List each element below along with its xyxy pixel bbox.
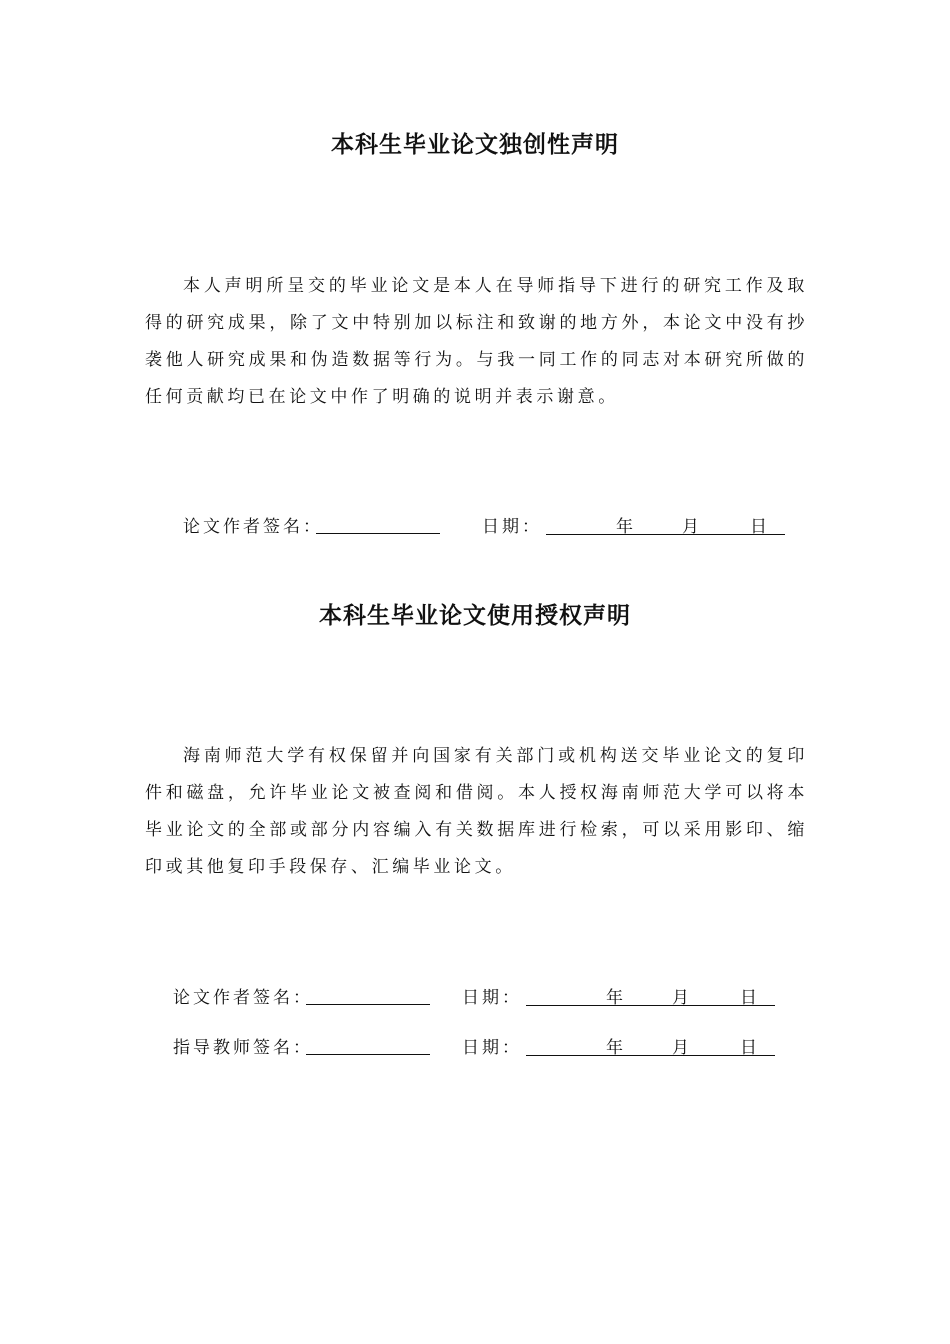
originality-declaration-title: 本科生毕业论文独创性声明 bbox=[331, 132, 619, 158]
date-field[interactable] bbox=[526, 1033, 775, 1056]
author-signature-row bbox=[0, 983, 950, 1007]
month-label: 月 bbox=[682, 517, 702, 537]
author-signature-line[interactable] bbox=[316, 533, 440, 534]
year-label: 年 bbox=[606, 988, 626, 1008]
date-field[interactable] bbox=[526, 983, 775, 1006]
day-label: 日 bbox=[750, 517, 770, 537]
month-label: 月 bbox=[672, 1038, 692, 1058]
date-field[interactable] bbox=[546, 512, 785, 535]
advisor-signature-line[interactable] bbox=[306, 1054, 430, 1055]
day-label: 日 bbox=[740, 988, 760, 1008]
originality-signature-row bbox=[0, 512, 950, 536]
date-label: 日期： bbox=[482, 517, 542, 537]
author-signature-label: 论文作者签名： bbox=[183, 517, 323, 537]
month-label: 月 bbox=[672, 988, 692, 1008]
authorization-declaration-title: 本科生毕业论文使用授权声明 bbox=[319, 603, 631, 629]
day-label: 日 bbox=[740, 1038, 760, 1058]
originality-declaration-body: 本人声明所呈交的毕业论文是本人在导师指导下进行的研究工作及取得的研究成果，除了文中特别加以标注和致谢的地方外，本论文中没有抄袭他人研究成果和伪造数据等行为。与我一同工作的同志对本研究所做的任何贡献均已在论文中作了明确的说明并表示谢意。 bbox=[145, 276, 808, 407]
advisor-signature-row bbox=[0, 1033, 950, 1057]
authorization-declaration-body: 海南师范大学有权保留并向国家有关部门或机构送交毕业论文的复印件和磁盘，允许毕业论文被查阅和借阅。本人授权海南师范大学可以将本毕业论文的全部或部分内容编入有关数据库进行检索，可以采用影印、缩印或其他复印手段保存、汇编毕业论文。 bbox=[145, 746, 808, 877]
date-label: 日期： bbox=[462, 1038, 522, 1058]
year-label: 年 bbox=[616, 517, 636, 537]
date-label: 日期： bbox=[462, 988, 522, 1008]
advisor-signature-label: 指导教师签名： bbox=[173, 1038, 313, 1058]
year-label: 年 bbox=[606, 1038, 626, 1058]
author-signature-label: 论文作者签名： bbox=[173, 988, 313, 1008]
author-signature-line[interactable] bbox=[306, 1004, 430, 1005]
